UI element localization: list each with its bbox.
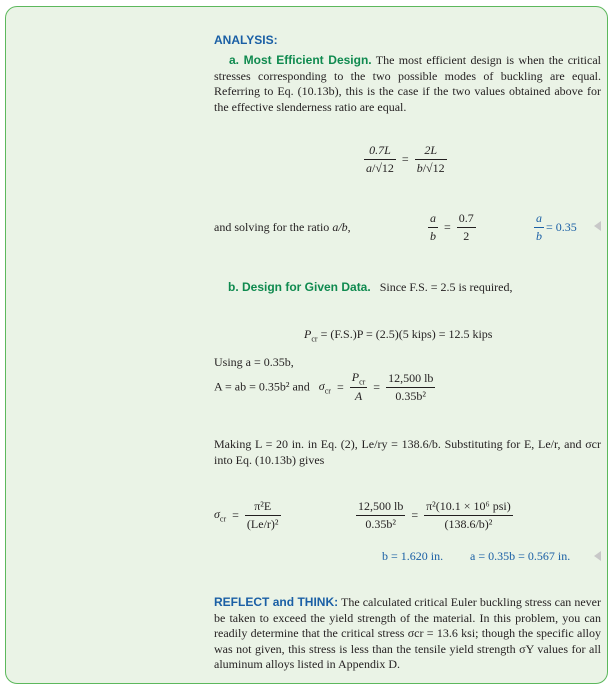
part-b-title: b. Design for Given Data. <box>228 280 371 294</box>
result-marker-icon-2 <box>594 551 601 561</box>
eq1-right-fraction: $\frac{2L}{b/√12}$ <box>416 143 445 175</box>
reflect-paragraph <box>214 595 601 673</box>
substituted-equation: $\frac{12,500 lb}{\text{0.35b²}}$ = $\frac{\text{π²(10.1 × 10⁶ psi)}}{\text{(138.6/b)²}}$ <box>358 499 511 531</box>
part-a-title: a. Most Efficient Design. <box>229 53 372 67</box>
solving-text: and solving for the ratio a/b, <box>214 220 351 234</box>
euler-equation: $\sigma_{cr}$ = $\frac{\text{π²E}}{\text{(Le/r)²}}$ <box>214 499 279 531</box>
part-b-line <box>228 280 513 295</box>
area-equation: A = ab = 0.35b² and <box>214 379 310 394</box>
making-paragraph: Making L = 20 in. in Eq. (2), Le/ry = 138.6/b. Substituting for E, Le/r, and σcr into Eq. (10.13b) gives <box>214 437 601 467</box>
reflect-text: The calculated critical Euler buckling stress can never be taken to exceed the yield strength of the material. In this problem, you can readily determine that the critical stress σcr = 13.6 ksi; though the specific alloy was not given, this stress is less than the tensile yield strength σY values for all aluminum alloys listed in Appendix D. <box>214 595 601 671</box>
using-text: Using a = 0.35b, <box>214 355 294 369</box>
part-a-text: The most efficient design is when the critical stresses corresponding to the two possible modes of buckling are equal. Referring to Eq. (10.13b), this is the case if the two values obtained above for the effective slenderness ratio are equal. <box>214 53 602 114</box>
result-b: b = 1.620 in. <box>382 549 444 563</box>
ratio-result: $\frac{a}{b}$ = 0.35 <box>536 211 577 243</box>
eq1-left-fraction: $\frac{0.7L}{a/√12}$ <box>366 143 394 175</box>
area-sigma-line: A = ab = 0.35b² and $\sigma_{cr}$ = $\frac{P_{cr}}{A}$ = $\frac{12,500 lb}{\text{0.35b²}}$ <box>214 370 434 404</box>
solution-panel <box>5 6 608 684</box>
part-b-text: Since F.S. = 2.5 is required, <box>379 280 513 294</box>
slenderness-equation: $\frac{0.7L}{a/√12}$ = $\frac{2L}{b/√12}$ <box>366 143 445 175</box>
ratio-equation: $\frac{a}{b}$ = $\frac{0.7}{2}$ <box>430 211 474 243</box>
reflect-title: REFLECT and THINK: <box>214 595 339 609</box>
result-a: a = 0.35b = 0.567 in. <box>470 549 571 563</box>
result-marker-icon <box>594 221 601 231</box>
pcr-equation: $P_{cr} = (F.S.)P = (2.5)(5$ kips) = 12.5 kips <box>304 327 493 344</box>
analysis-heading: ANALYSIS: <box>214 33 278 47</box>
part-a-paragraph <box>214 53 601 115</box>
